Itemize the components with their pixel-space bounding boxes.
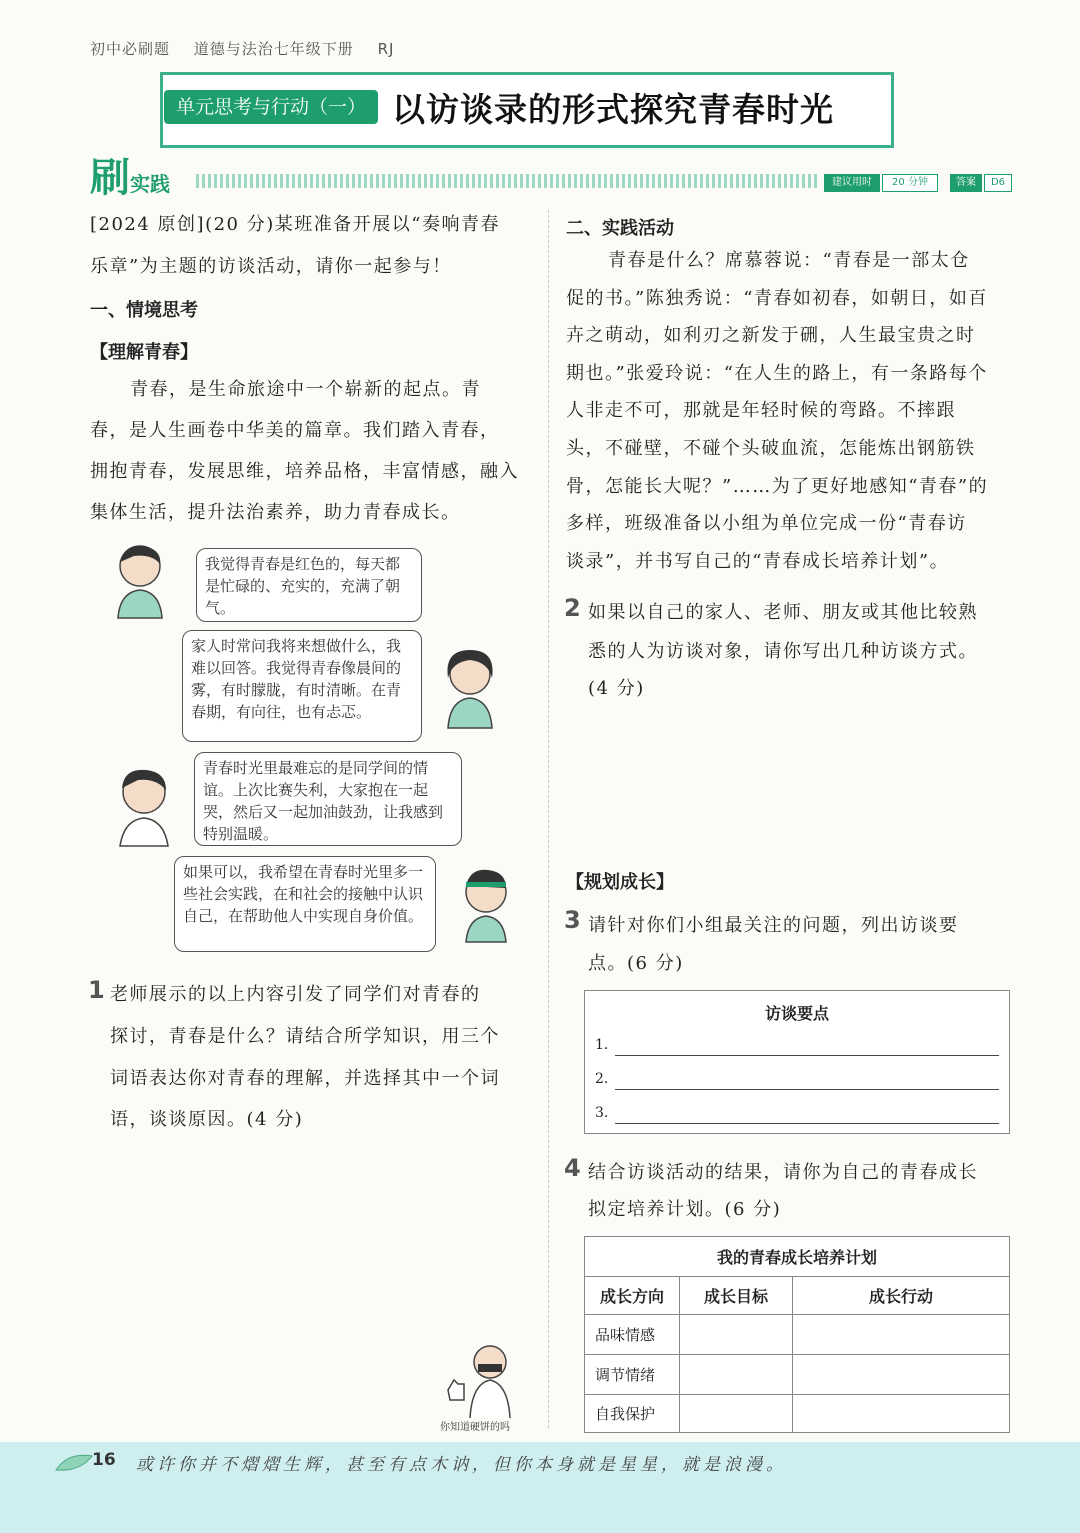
speech-bubble-2: 家人时常问我将来想做什么，我难以回答。我觉得青春像晨间的雾，有时朦胧，有时清晰。在青春期，有向往，也有忐忑。 <box>182 630 422 742</box>
q2-line-3: (4 分) <box>588 678 645 699</box>
q2-line-1: 如果以自己的家人、老师、朋友或其他比较熟 <box>588 602 978 623</box>
subsection-title: 【理解青春】 <box>90 342 198 363</box>
q4-line-2: 拟定培养计划。(6 分) <box>588 1199 782 1220</box>
para-r-line: 青春是什么？席慕蓉说：“青春是一部太仓 <box>608 250 970 271</box>
row-label: 品味情感 <box>585 1315 680 1355</box>
para-line-4: 集体生活，提升法治素养，助力青春成长。 <box>90 502 461 523</box>
subject-name: 道德与法治七年级下册 <box>193 40 354 58</box>
q3-number: 3 <box>564 906 581 934</box>
growth-plan-title: 我的青春成长培养计划 <box>585 1237 1010 1277</box>
row-label: 调节情绪 <box>585 1355 680 1395</box>
girl-figure-headband <box>444 862 526 944</box>
speech-bubble-1: 我觉得青春是红色的，每天都是忙碌的、充实的，充满了朝气。 <box>196 548 422 622</box>
interview-points-title: 访谈要点 <box>764 1004 829 1023</box>
brand-mark: 刷 <box>90 155 130 201</box>
leaf-icon <box>54 1450 94 1474</box>
boy-figure-2 <box>106 762 186 848</box>
series-name: 初中必刷题 <box>90 40 171 58</box>
footer-motto: 或许你并不熠熠生辉，甚至有点木讷，但你本身就是星星，就是浪漫。 <box>136 1455 787 1475</box>
q1-line-2: 探讨，青春是什么？请结合所学知识，用三个 <box>110 1026 500 1047</box>
answer-line[interactable] <box>615 1055 999 1056</box>
interview-item-1-label: 1. <box>595 1037 609 1053</box>
section2-title: 二、实践活动 <box>566 218 674 239</box>
para-r-line: 期也。”张爱玲说：“在人生的路上，有一条路每个 <box>566 362 988 384</box>
col-header-goal: 成长目标 <box>680 1277 793 1315</box>
q3-line-2: 点。(6 分) <box>588 953 684 974</box>
interview-item-3-label: 3. <box>595 1105 609 1121</box>
answer-cell[interactable] <box>680 1355 793 1395</box>
running-header <box>90 38 412 59</box>
para-r-line: 卉之萌动，如利刃之新发于硎，人生最宝贵之时 <box>566 325 976 347</box>
answer-line[interactable] <box>615 1089 999 1090</box>
page-title: 以访谈录的形式探究青春时光 <box>392 90 834 129</box>
figure-caption: 你知道硬饼的吗 <box>440 1422 510 1433</box>
answer-tag: 答案 <box>950 174 982 192</box>
speech-bubble-4: 如果可以，我希望在青春时光里多一些社会实践，在和社会的接触中认识自己，在帮助他人中实现自身价值。 <box>174 856 436 952</box>
para-line-3: 拥抱青春，发展思维，培养品格，丰富情感，融入 <box>90 461 519 482</box>
para-r-line: 头，不碰壁，不碰个头破血流，怎能炼出钢筋铁 <box>566 437 976 459</box>
thumbs-up-figure <box>440 1340 520 1420</box>
q1-number: 1 <box>88 976 105 1004</box>
q4-number: 4 <box>564 1154 581 1182</box>
girl-figure <box>430 644 510 730</box>
interview-points-box <box>584 990 1010 1134</box>
q2-number: 2 <box>564 594 581 622</box>
practice-paragraph <box>566 242 1012 580</box>
answer-cell[interactable] <box>793 1395 1010 1433</box>
edition: RJ <box>377 40 395 58</box>
column-divider <box>548 210 549 1428</box>
para-r-line: 促的书。”陈独秀说：“青春如初春，如朝日，如百 <box>566 287 988 309</box>
q2-line-2: 悉的人为访谈对象，请你写出几种访谈方式。 <box>588 641 978 662</box>
para-r-line: 骨，怎能长大呢？”……为了更好地感知“青春”的 <box>566 475 989 497</box>
para-r-line: 多样，班级准备以小组为单位完成一份“青春访 <box>566 513 967 535</box>
time-tag: 建议用时 <box>824 174 880 192</box>
answer-line[interactable] <box>615 1123 999 1124</box>
plan-growth-title: 【规划成长】 <box>566 872 674 893</box>
answer-cell[interactable] <box>680 1315 793 1355</box>
boy-figure-1 <box>104 540 184 620</box>
answer-cell[interactable] <box>793 1315 1010 1355</box>
q1-line-1: 老师展示的以上内容引发了同学们对青春的 <box>110 984 481 1005</box>
q4-line-1: 结合访谈活动的结果，请你为自己的青春成长 <box>588 1162 978 1183</box>
q1-line-3: 词语表达你对青春的理解，并选择其中一个词 <box>110 1068 500 1089</box>
decorative-stripe <box>196 174 818 188</box>
row-label: 自我保护 <box>585 1395 680 1433</box>
answer-cell[interactable] <box>793 1355 1010 1395</box>
answer-page: D6 <box>984 174 1012 192</box>
col-header-direction: 成长方向 <box>585 1277 680 1315</box>
intro-line-2: 乐章”为主题的访谈活动，请你一起参与！ <box>90 256 452 277</box>
section-label: 实践 <box>130 172 170 196</box>
intro-line-1: [2024 原创](20 分)某班准备开展以“奏响青春 <box>90 214 500 235</box>
answer-cell[interactable] <box>680 1395 793 1433</box>
para-line-2: 春，是人生画卷中华美的篇章。我们踏入青春， <box>90 420 500 441</box>
page-number: 16 <box>92 1450 116 1470</box>
q3-line-1: 请针对你们小组最关注的问题，列出访谈要 <box>588 915 959 936</box>
section1-title: 一、情境思考 <box>90 300 198 321</box>
para-r-line: 谈录”，并书写自己的“青春成长培养计划”。 <box>566 550 950 572</box>
col-header-action: 成长行动 <box>793 1277 1010 1315</box>
unit-badge: 单元思考与行动（一） <box>164 90 378 124</box>
time-value: 20 分钟 <box>882 174 938 192</box>
para-r-line: 人非走不可，那就是年轻时候的弯路。不摔跟 <box>566 400 956 422</box>
growth-plan-table <box>584 1236 1010 1433</box>
interview-item-2-label: 2. <box>595 1071 609 1087</box>
speech-bubble-3: 青春时光里最难忘的是同学间的情谊。上次比赛失利，大家抱在一起哭，然后又一起加油鼓劲，让我感到特别温暖。 <box>194 752 462 846</box>
q1-line-4: 语，谈谈原因。(4 分) <box>110 1109 304 1130</box>
para-line-1: 青春，是生命旅途中一个崭新的起点。青 <box>130 379 481 400</box>
